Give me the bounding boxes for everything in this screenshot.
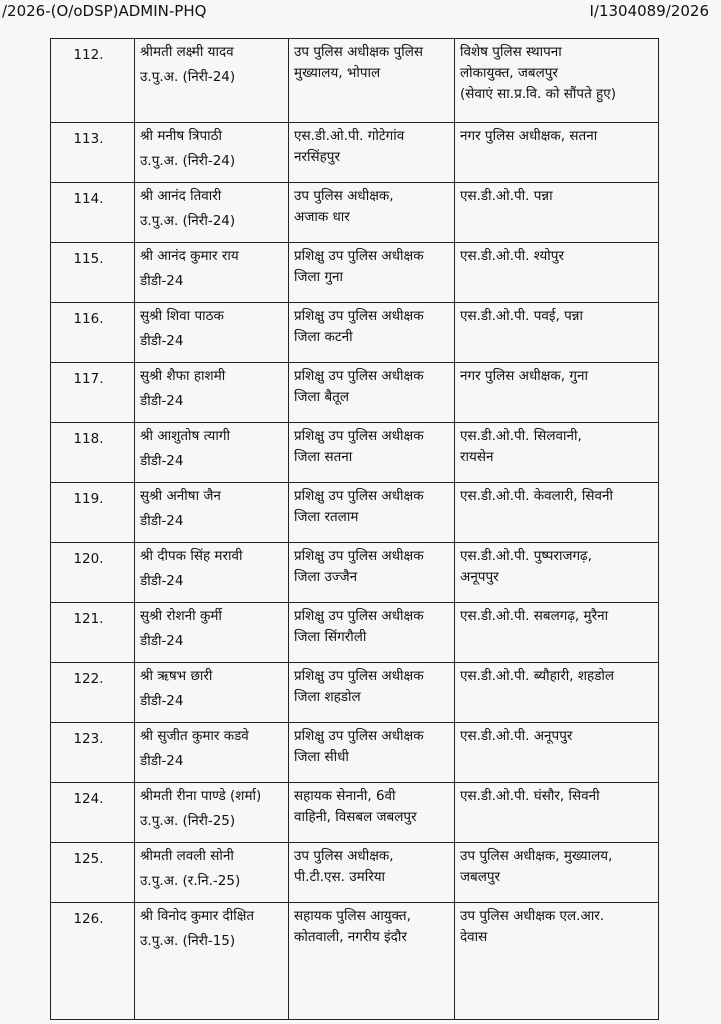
officer-cell (135, 663, 289, 723)
officer-cell (135, 543, 289, 603)
new-posting-line: एस.डी.ओ.पी. सिलवानी, (460, 428, 582, 444)
new-posting-line: एस.डी.ओ.पी. सबलगढ़, मुरैना (460, 608, 609, 624)
officer-name: श्रीमती लक्ष्मी यादव (140, 44, 234, 60)
officer-name: सुश्री शैफा हाशमी (140, 368, 226, 384)
file-number: /2026-(O/oDSP)ADMIN-PHQ (2, 2, 207, 20)
new-posting-line: एस.डी.ओ.पी. ब्यौहारी, शहडोल (460, 668, 615, 684)
current-posting-cell (289, 663, 455, 723)
officer-rank: डीडी-24 (140, 393, 184, 409)
new-posting-note: (सेवाएं सा.प्र.वि. को सौंपते हुए) (460, 86, 616, 102)
current-posting-line: अजाक धार (294, 209, 350, 225)
table-row (51, 543, 659, 603)
serial-number-cell (51, 483, 135, 543)
officer-rank: उ.पु.अ. (निरी-24) (140, 153, 236, 169)
new-posting-cell (455, 783, 659, 843)
new-posting-line: एस.डी.ओ.पी. केवलारी, सिवनी (460, 488, 613, 504)
new-posting-cell (455, 39, 659, 123)
table-row (51, 183, 659, 243)
officer-rank: उ.पु.अ. (निरी-24) (140, 213, 236, 229)
serial-number: 125. (73, 851, 104, 867)
new-posting-cell (455, 663, 659, 723)
officer-name: श्री सुजीत कुमार कडवे (140, 728, 249, 744)
officer-rank: डीडी-24 (140, 753, 184, 769)
serial-number: 118. (73, 431, 104, 447)
table-row (51, 603, 659, 663)
new-posting-cell (455, 903, 659, 1020)
serial-number: 126. (73, 911, 104, 927)
current-posting-line: जिला सीधी (294, 749, 349, 765)
current-posting-line: जिला शहडोल (294, 689, 361, 705)
new-posting-line: उप पुलिस अधीक्षक एल.आर. (460, 908, 605, 924)
officer-name: श्री आनंद तिवारी (140, 188, 222, 204)
serial-number-cell (51, 603, 135, 663)
officer-rank: डीडी-24 (140, 693, 184, 709)
officer-cell (135, 843, 289, 903)
serial-number: 119. (73, 491, 104, 507)
table-row (51, 783, 659, 843)
serial-number-cell (51, 123, 135, 183)
current-posting-line: प्रशिक्षु उप पुलिस अधीक्षक (294, 248, 424, 264)
table-row (51, 663, 659, 723)
new-posting-cell (455, 303, 659, 363)
serial-number-cell (51, 843, 135, 903)
current-posting-cell (289, 843, 455, 903)
new-posting-line: नगर पुलिस अधीक्षक, गुना (460, 368, 588, 384)
current-posting-cell (289, 543, 455, 603)
current-posting-line: प्रशिक्षु उप पुलिस अधीक्षक (294, 548, 424, 564)
document-header (0, 0, 721, 24)
current-posting-line: जिला सिंगरौली (294, 629, 367, 645)
officer-rank: डीडी-24 (140, 453, 184, 469)
officer-cell (135, 123, 289, 183)
current-posting-line: कोतवाली, नगरीय इंदौर (294, 929, 407, 945)
officer-rank: डीडी-24 (140, 273, 184, 289)
officer-cell (135, 39, 289, 123)
serial-number-cell (51, 783, 135, 843)
current-posting-line: प्रशिक्षु उप पुलिस अधीक्षक (294, 488, 424, 504)
serial-number: 113. (73, 131, 104, 147)
serial-number-cell (51, 903, 135, 1020)
officer-rank: डीडी-24 (140, 633, 184, 649)
officer-rank: डीडी-24 (140, 333, 184, 349)
current-posting-cell (289, 363, 455, 423)
current-posting-line: जिला गुना (294, 269, 344, 285)
new-posting-cell (455, 603, 659, 663)
serial-number: 114. (73, 191, 104, 207)
current-posting-line: जिला उज्जैन (294, 569, 358, 585)
current-posting-line: प्रशिक्षु उप पुलिस अधीक्षक (294, 608, 424, 624)
new-posting-line: अनूपपुर (460, 569, 499, 585)
officer-name: श्री दीपक सिंह मरावी (140, 548, 243, 564)
officer-cell (135, 243, 289, 303)
officer-cell (135, 183, 289, 243)
serial-number-cell (51, 543, 135, 603)
officer-cell (135, 363, 289, 423)
new-posting-line: विशेष पुलिस स्थापना (460, 44, 562, 60)
table-row (51, 303, 659, 363)
new-posting-line: जबलपुर (460, 869, 501, 885)
new-posting-cell (455, 243, 659, 303)
officer-name: सुश्री शिवा पाठक (140, 308, 224, 324)
officer-name: श्री आनंद कुमार राय (140, 248, 239, 264)
officer-rank: उ.पु.अ. (र.नि.-25) (140, 873, 241, 889)
current-posting-line: जिला बैतूल (294, 389, 350, 405)
current-posting-line: उप पुलिस अधीक्षक, (294, 848, 394, 864)
current-posting-line: सहायक पुलिस आयुक्त, (294, 908, 411, 924)
serial-number: 112. (73, 47, 104, 63)
serial-number: 121. (73, 611, 104, 627)
officer-name: श्री विनोद कुमार दीक्षित (140, 908, 255, 924)
new-posting-cell (455, 423, 659, 483)
serial-number-cell (51, 183, 135, 243)
table-row (51, 363, 659, 423)
officer-name: श्रीमती लवली सोनी (140, 848, 234, 864)
new-posting-cell (455, 543, 659, 603)
current-posting-line: नरसिंहपुर (294, 149, 340, 165)
serial-number-cell (51, 663, 135, 723)
new-posting-cell (455, 843, 659, 903)
serial-number: 124. (73, 791, 104, 807)
officer-cell (135, 723, 289, 783)
serial-number: 122. (73, 671, 104, 687)
current-posting-line: प्रशिक्षु उप पुलिस अधीक्षक (294, 368, 424, 384)
current-posting-line: सहायक सेनानी, 6वी (294, 788, 396, 804)
current-posting-cell (289, 183, 455, 243)
new-posting-line: एस.डी.ओ.पी. पवई, पन्ना (460, 308, 583, 324)
new-posting-cell (455, 363, 659, 423)
officer-rank: उ.पु.अ. (निरी-15) (140, 933, 236, 949)
new-posting-line: एस.डी.ओ.पी. घंसौर, सिवनी (460, 788, 600, 804)
reference-number: I/1304089/2026 (589, 2, 709, 20)
officer-name: श्रीमती रीना पाण्डे (शर्मा) (140, 788, 262, 804)
current-posting-cell (289, 123, 455, 183)
current-posting-line: उप पुलिस अधीक्षक पुलिस (294, 44, 423, 60)
new-posting-line: देवास (460, 929, 488, 945)
serial-number-cell (51, 39, 135, 123)
officer-cell (135, 603, 289, 663)
officer-cell (135, 423, 289, 483)
current-posting-cell (289, 723, 455, 783)
table-row (51, 723, 659, 783)
current-posting-line: एस.डी.ओ.पी. गोटेगांव (294, 128, 405, 144)
serial-number-cell (51, 723, 135, 783)
transfer-table (50, 38, 659, 1020)
table-row (51, 903, 659, 1020)
officer-rank: उ.पु.अ. (निरी-25) (140, 813, 236, 829)
serial-number: 117. (73, 371, 104, 387)
serial-number-cell (51, 303, 135, 363)
table-row (51, 123, 659, 183)
current-posting-cell (289, 903, 455, 1020)
current-posting-cell (289, 39, 455, 123)
officer-name: श्री मनीष त्रिपाठी (140, 128, 222, 144)
officer-name: सुश्री रोशनी कुर्मी (140, 608, 222, 624)
serial-number: 116. (73, 311, 104, 327)
current-posting-cell (289, 783, 455, 843)
officer-cell (135, 783, 289, 843)
new-posting-line: लोकायुक्त, जबलपुर (460, 65, 558, 81)
current-posting-line: उप पुलिस अधीक्षक, (294, 188, 394, 204)
current-posting-line: प्रशिक्षु उप पुलिस अधीक्षक (294, 668, 424, 684)
officer-cell (135, 903, 289, 1020)
officer-cell (135, 303, 289, 363)
current-posting-line: प्रशिक्षु उप पुलिस अधीक्षक (294, 308, 424, 324)
current-posting-line: जिला रतलाम (294, 509, 359, 525)
new-posting-line: एस.डी.ओ.पी. पन्ना (460, 188, 553, 204)
officer-rank: डीडी-24 (140, 513, 184, 529)
serial-number: 123. (73, 731, 104, 747)
serial-number-cell (51, 423, 135, 483)
current-posting-line: जिला सतना (294, 449, 353, 465)
table-row (51, 243, 659, 303)
new-posting-cell (455, 123, 659, 183)
officer-cell (135, 483, 289, 543)
current-posting-line: मुख्यालय, भोपाल (294, 65, 381, 81)
table-row (51, 483, 659, 543)
officer-name: श्री आशुतोष त्यागी (140, 428, 230, 444)
serial-number-cell (51, 243, 135, 303)
current-posting-cell (289, 303, 455, 363)
current-posting-line: पी.टी.एस. उमरिया (294, 869, 386, 885)
table-row (51, 843, 659, 903)
officer-name: सुश्री अनीषा जैन (140, 488, 221, 504)
current-posting-line: प्रशिक्षु उप पुलिस अधीक्षक (294, 728, 424, 744)
new-posting-line: एस.डी.ओ.पी. श्योपुर (460, 248, 564, 264)
current-posting-line: वाहिनी, विसबल जबलपुर (294, 809, 417, 825)
new-posting-cell (455, 723, 659, 783)
serial-number-cell (51, 363, 135, 423)
officer-rank: उ.पु.अ. (निरी-24) (140, 69, 236, 85)
table-row (51, 423, 659, 483)
table-row (51, 39, 659, 123)
officer-name: श्री ऋषभ छारी (140, 668, 213, 684)
new-posting-line: उप पुलिस अधीक्षक, मुख्यालय, (460, 848, 613, 864)
current-posting-cell (289, 243, 455, 303)
new-posting-cell (455, 183, 659, 243)
officer-rank: डीडी-24 (140, 573, 184, 589)
serial-number: 115. (73, 251, 104, 267)
new-posting-line: एस.डी.ओ.पी. अनूपपुर (460, 728, 573, 744)
current-posting-cell (289, 423, 455, 483)
new-posting-cell (455, 483, 659, 543)
serial-number: 120. (73, 551, 104, 567)
new-posting-line: नगर पुलिस अधीक्षक, सतना (460, 128, 598, 144)
new-posting-line: एस.डी.ओ.पी. पुष्पराजगढ़, (460, 548, 592, 564)
new-posting-line: रायसेन (460, 449, 494, 465)
current-posting-cell (289, 483, 455, 543)
current-posting-line: प्रशिक्षु उप पुलिस अधीक्षक (294, 428, 424, 444)
current-posting-line: जिला कटनी (294, 329, 353, 345)
current-posting-cell (289, 603, 455, 663)
